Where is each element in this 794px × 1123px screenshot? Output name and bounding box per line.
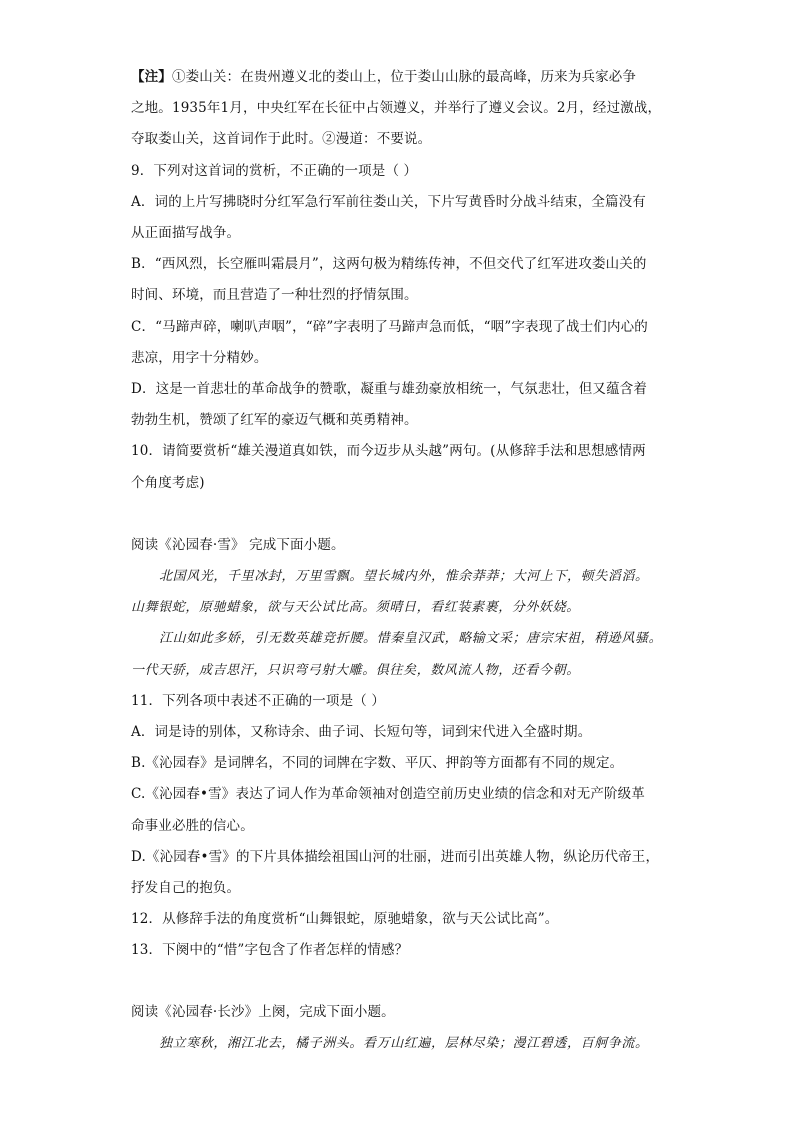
question-9-option-a-cont: 从正面描写战争。 bbox=[131, 225, 241, 242]
question-9-option-d-cont: 勃勃生机，赞颂了红军的豪迈气概和英勇精神。 bbox=[131, 412, 418, 429]
poem-1-line-1: 北国风光，千里冰封，万里雪飘。望长城内外，惟余莽莽；大河上下，顿失滔滔。 bbox=[159, 569, 649, 585]
note-line-2: 之地。1935年1月，中央红军在长征中占领遵义，并举行了遵义会议。2月，经过激战， bbox=[131, 100, 662, 117]
question-9-option-a: A．词的上片写拂晓时分红军急行军前往娄山关，下片写黄昏时分战斗结束，全篇没有 bbox=[131, 193, 646, 210]
poem-1-line-4: 一代天骄，成吉思汗，只识弯弓射大雕。俱往矣，数风流人物，还看今朝。 bbox=[131, 662, 580, 678]
spacer bbox=[131, 967, 667, 997]
question-12: 12．从修辞手法的角度赏析“山舞银蛇，原驰蜡象，欲与天公试比高”。 bbox=[131, 911, 559, 928]
reading-1-intro: 阅读《沁园春·雪》 完成下面小题。 bbox=[131, 536, 345, 553]
spacer bbox=[131, 499, 667, 530]
question-10-line-2: 个角度考虑) bbox=[131, 474, 205, 491]
question-9-option-d: D．这是一首悲壮的革命战争的赞歌，凝重与雄劲豪放相统一，气氛悲壮，但又蕴含着 bbox=[131, 381, 648, 398]
question-9-option-c: C．“马蹄声碎，喇叭声咽”，“碎”字表明了马蹄声急而低，“咽”字表现了战士们内心的 bbox=[131, 318, 648, 335]
question-11-option-d: D.《沁园春•雪》的下片具体描绘祖国山河的壮丽，进而引出英雄人物，纵论历代帝王， bbox=[131, 848, 660, 865]
question-9-stem: 9．下列对这首词的赏析，不正确的一项是（ ） bbox=[131, 162, 418, 179]
question-10-line-1: 10．请简要赏析“雄关漫道真如铁，而今迈步从头越”两句。(从修辞手法和思想感情两 bbox=[131, 443, 646, 460]
question-9-option-b: B．“西风烈，长空雁叫霜晨月”，这两句极为精练传神，不但交代了红军进攻娄山关的 bbox=[131, 256, 647, 273]
reading-2-intro: 阅读《沁园春·长沙》上阕，完成下面小题。 bbox=[131, 1003, 395, 1020]
question-11-option-d-cont: 抒发自己的抱负。 bbox=[131, 880, 241, 897]
question-11-option-c: C.《沁园春•雪》表达了词人作为革命领袖对创造空前历史业绩的信念和对无产阶级革 bbox=[131, 786, 645, 803]
question-13: 13．下阕中的“惜”字包含了作者怎样的情感？ bbox=[131, 942, 409, 959]
question-9-option-b-cont: 时间、环境，而且营造了一种壮烈的抒情氛围。 bbox=[131, 287, 418, 304]
question-11-option-a: A．词是诗的别体，又称诗余、曲子词、长短句等，词到宋代进入全盛时期。 bbox=[131, 724, 592, 741]
note-line-3: 夺取娄山关，这首词作于此时。②漫道：不要说。 bbox=[131, 131, 432, 148]
question-11-option-b: B.《沁园春》是词牌名，不同的词牌在字数、平仄、押韵等方面都有不同的规定。 bbox=[131, 755, 624, 772]
document-page bbox=[131, 62, 667, 1059]
question-9-option-c-cont: 悲凉，用字十分精妙。 bbox=[131, 349, 268, 366]
poem-1-line-3: 江山如此多娇，引无数英雄竞折腰。惜秦皇汉武，略输文采；唐宗宋祖，稍逊风骚。 bbox=[159, 631, 663, 647]
note-tag: 【注】 bbox=[131, 69, 172, 85]
poem-1-line-2: 山舞银蛇，原驰蜡象，欲与天公试比高。须晴日，看红装素裹，分外妖娆。 bbox=[131, 600, 580, 616]
question-11-stem: 11．下列各项中表述不正确的一项是（ ） bbox=[131, 692, 385, 709]
poem-2-line-1: 独立寒秋，湘江北去，橘子洲头。看万山红遍，层林尽染；漫江碧透，百舸争流。 bbox=[159, 1035, 649, 1051]
question-11-option-c-cont: 命事业必胜的信心。 bbox=[131, 817, 254, 834]
note-line-1: 【注】①娄山关：在贵州遵义北的娄山上，位于娄山山脉的最高峰，历来为兵家必争 bbox=[131, 69, 637, 85]
